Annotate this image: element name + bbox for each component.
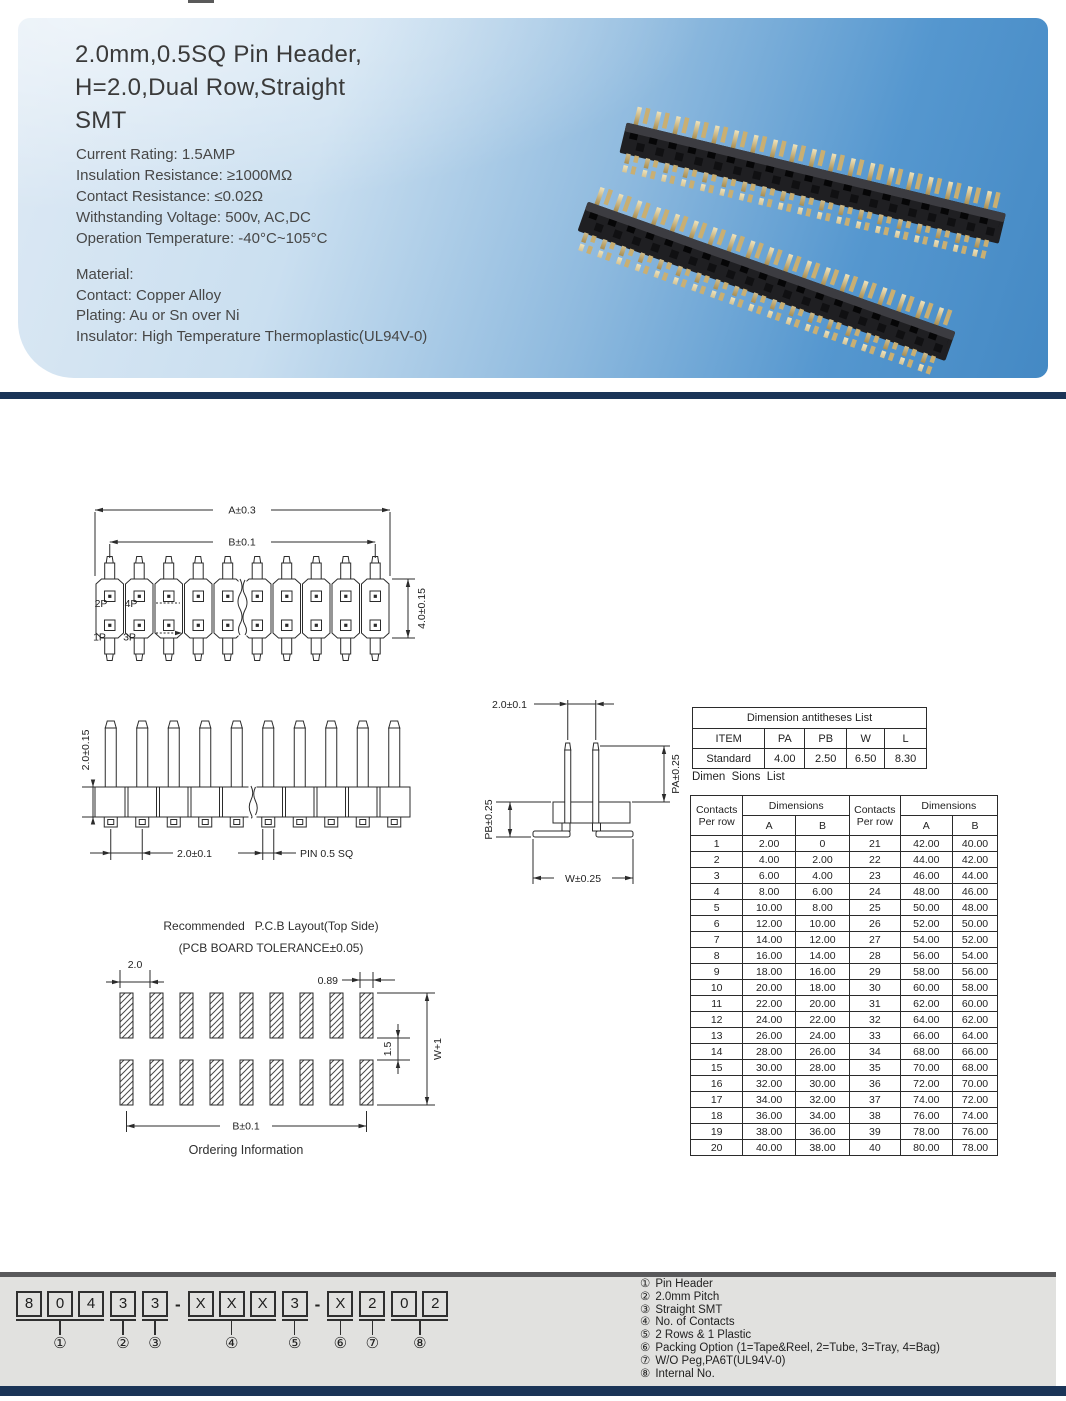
legend-item: [640, 1304, 940, 1317]
pcb-tolerance-title: (PCB BOARD TOLERANCE±0.05): [178, 941, 364, 955]
dims-table-cell: 46.00: [900, 868, 952, 884]
callout-number-icon: ③: [148, 1335, 162, 1352]
dims-table-cell: 12: [691, 1012, 743, 1028]
dims-table-cell: 21: [850, 836, 900, 852]
part-number-group: [188, 1291, 276, 1352]
legend-item: [640, 1329, 940, 1342]
dims-table-cell: 56.00: [953, 964, 998, 980]
material-contact: Contact: Copper Alloy: [76, 286, 222, 304]
dims-table-cell: 6: [691, 916, 743, 932]
pin3-label: 3P: [123, 631, 136, 644]
dims-table-cell: 52.00: [900, 916, 952, 932]
dims-table-cell: 10.00: [743, 900, 795, 916]
pin-size-label: PIN 0.5 SQ: [300, 848, 354, 860]
dims-table-cell: 22.00: [743, 996, 795, 1012]
part-number-boxes: [110, 1291, 136, 1321]
dims-table-row: [691, 980, 998, 996]
value-l: 8.30: [885, 749, 927, 769]
part-number-separator: -: [175, 1295, 181, 1314]
dims-table-cell: 22.00: [795, 1012, 849, 1028]
dims-table-cell: 32: [850, 1012, 900, 1028]
dims-table-cell: 31: [850, 996, 900, 1012]
part-number-box: 2: [422, 1291, 448, 1317]
pcb-layout-drawing: [100, 956, 450, 1141]
dims-table-cell: 1: [691, 836, 743, 852]
title-line2: H=2.0,Dual Row,Straight: [75, 74, 346, 101]
dims-table-cell: 48.00: [900, 884, 952, 900]
legend-item: [640, 1291, 940, 1304]
dim-a-label: A±0.3: [228, 504, 256, 517]
dims-table-cell: 70.00: [900, 1060, 952, 1076]
legend-text: Internal No.: [655, 1367, 715, 1380]
dim-top-pitch-label: 2.0±0.1: [492, 699, 527, 711]
dims-table-cell: 50.00: [900, 900, 952, 916]
ordering-information-label: Ordering Information: [188, 1143, 304, 1157]
dims-table-cell: 12.00: [743, 916, 795, 932]
pcb-padwidth-label: 0.89: [317, 975, 338, 987]
dims-table-cell: 34: [850, 1044, 900, 1060]
col-item: ITEM: [693, 729, 765, 749]
part-number-box: X: [327, 1291, 353, 1317]
part-number-boxes: [327, 1291, 353, 1321]
dims-table-cell: 38: [850, 1108, 900, 1124]
legend-text: 2 Rows & 1 Plastic: [655, 1329, 752, 1342]
dims-table-cell: 54.00: [900, 932, 952, 948]
callout-leader-line: [294, 1321, 296, 1335]
spec-insulation-resistance: Insulation Resistance: ≥1000MΩ: [76, 167, 293, 184]
dims-table-cell: 16.00: [795, 964, 849, 980]
spec-operation-temperature: Operation Temperature: -40°C~105°C: [76, 230, 328, 247]
part-number-box: 3: [282, 1291, 308, 1317]
dims-table-cell: 34.00: [795, 1108, 849, 1124]
dims-table-row: [691, 964, 998, 980]
part-number-boxes: [188, 1291, 276, 1321]
legend-text: Pin Header: [655, 1278, 713, 1290]
dims-table-cell: 62.00: [900, 996, 952, 1012]
dims-table-cell: 5: [691, 900, 743, 916]
dims-table-cell: 4: [691, 884, 743, 900]
dimension-antitheses-table: [692, 707, 927, 769]
dims-table-cell: 44.00: [900, 852, 952, 868]
legend-item: [640, 1368, 940, 1381]
dims-table-cell: 2.00: [743, 836, 795, 852]
dim-w-label: W±0.25: [564, 873, 602, 885]
dims-table-cell: 10: [691, 980, 743, 996]
dims-table-cell: 24.00: [795, 1028, 849, 1044]
callout-number-icon: ⑦: [365, 1335, 380, 1352]
title-line1: 2.0mm,0.5SQ Pin Header,: [75, 41, 363, 68]
dims-table-cell: 20.00: [795, 996, 849, 1012]
dims-table-cell: 18.00: [795, 980, 849, 996]
legend-number-icon: ⑦: [640, 1354, 651, 1367]
dims-table-cell: 13: [691, 1028, 743, 1044]
dims-table-cell: 6.00: [795, 884, 849, 900]
part-number-group: [359, 1291, 385, 1352]
dims-table-cell: 74.00: [900, 1092, 952, 1108]
dims-table-cell: 14: [691, 1044, 743, 1060]
dims-table-cell: 42.00: [900, 836, 952, 852]
dimensions-table: [690, 795, 998, 1156]
dims-table-cell: 36.00: [743, 1108, 795, 1124]
dim-h-label: 4.0±0.15: [416, 588, 428, 629]
callout-leader-line: [231, 1321, 233, 1335]
callout-leader-line: [372, 1321, 374, 1335]
dims-table-cell: 68.00: [900, 1044, 952, 1060]
col-l: L: [885, 729, 927, 749]
dims-table-row: [691, 1108, 998, 1124]
contacts-line1: Contacts: [854, 803, 896, 816]
part-number-group: [142, 1291, 168, 1352]
page-title: [75, 38, 362, 137]
dimensions-table-body: [691, 836, 998, 1156]
dims-table-cell: 68.00: [953, 1060, 998, 1076]
contacts-line2: Per row: [856, 815, 893, 828]
col-w: W: [847, 729, 885, 749]
callout-leader-line: [122, 1321, 124, 1335]
material-title: Material:: [76, 266, 134, 283]
dims-table-cell: 14.00: [743, 932, 795, 948]
top-view-drawing: [85, 496, 445, 671]
dims-table-cell: 9: [691, 964, 743, 980]
pcb-w1-label: W+1: [432, 1038, 444, 1060]
dims-table-cell: 36: [850, 1076, 900, 1092]
dims-table-cell: 6.00: [743, 868, 795, 884]
dims-table-row: [691, 948, 998, 964]
legend-number-icon: ⑤: [640, 1329, 651, 1342]
part-number-separator: -: [314, 1295, 321, 1314]
dims-table-cell: 76.00: [900, 1108, 952, 1124]
part-number-row: [13, 1291, 451, 1352]
material-list: [76, 265, 427, 347]
dims-table-cell: 14.00: [795, 948, 849, 964]
dim-b-label: B±0.1: [228, 536, 256, 549]
value-pa: 4.00: [765, 749, 805, 769]
dims-table-cell: 62.00: [953, 1012, 998, 1028]
dims-table-cell: 26.00: [795, 1044, 849, 1060]
dims-table-cell: 11: [691, 996, 743, 1012]
dims-table-cell: 19: [691, 1124, 743, 1140]
dim-height-label: 2.0±0.15: [80, 729, 92, 771]
dims-table-row: [691, 1044, 998, 1060]
legend-number-icon: ①: [640, 1278, 651, 1290]
part-number-box: 0: [47, 1291, 73, 1317]
dims-table-cell: 4.00: [743, 852, 795, 868]
part-number-group: [282, 1291, 308, 1352]
dims-table-cell: 8.00: [795, 900, 849, 916]
dims-table-cell: 54.00: [953, 948, 998, 964]
pcb-rowgap-label: 1.5: [382, 1041, 394, 1057]
dims-table-cell: 29: [850, 964, 900, 980]
part-number-box: 8: [16, 1291, 42, 1317]
part-number-box: X: [188, 1291, 214, 1317]
contacts-line2: Per row: [698, 815, 735, 828]
dim-pa-label: PA±0.25: [670, 754, 682, 794]
legend-number-icon: ⑧: [640, 1367, 651, 1380]
dims-table-row: [691, 900, 998, 916]
callout-leader-line: [154, 1321, 156, 1335]
callout-number-icon: ⑧: [413, 1335, 427, 1352]
legend-text: W/O Peg,PA6T(UL94V-0): [655, 1354, 786, 1367]
dims-table-cell: 10.00: [795, 916, 849, 932]
dims-table-cell: 17: [691, 1092, 743, 1108]
dims-table-cell: 33: [850, 1028, 900, 1044]
dims-table-cell: 12.00: [795, 932, 849, 948]
dims-table-cell: 34.00: [743, 1092, 795, 1108]
part-number-boxes: [282, 1291, 308, 1321]
dims-table-cell: 26: [850, 916, 900, 932]
dims-table-cell: 22: [850, 852, 900, 868]
dims-table-cell: 40: [850, 1140, 900, 1156]
dims-table-cell: 2.00: [795, 852, 849, 868]
pcb-pitch-label: 2.0: [127, 959, 143, 971]
col-a-left: A: [743, 816, 795, 836]
part-number-boxes: [391, 1291, 448, 1321]
dims-table-cell: 24.00: [743, 1012, 795, 1028]
dims-table-cell: 24: [850, 884, 900, 900]
legend-text: No. of Contacts: [655, 1316, 735, 1329]
material-plating: Plating: Au or Sn over Ni: [76, 307, 240, 324]
dims-table-cell: 60.00: [953, 996, 998, 1012]
header-divider-bar: [0, 392, 1066, 399]
dims-table-cell: 35: [850, 1060, 900, 1076]
dims-table-cell: 72.00: [953, 1092, 998, 1108]
legend-item: [640, 1355, 940, 1368]
dims-table-cell: 16: [691, 1076, 743, 1092]
dims-table-cell: 58.00: [953, 980, 998, 996]
col-dimensions-left: Dimensions: [743, 796, 850, 816]
part-number-group: [391, 1291, 448, 1352]
dims-table-cell: 52.00: [953, 932, 998, 948]
end-view-drawing: [478, 682, 693, 897]
spec-contact-resistance: Contact Resistance: ≤0.02Ω: [76, 188, 264, 205]
col-pa: PA: [765, 729, 805, 749]
dims-table-cell: 70.00: [953, 1076, 998, 1092]
dims-table-row: [691, 1124, 998, 1140]
part-number-group: [16, 1291, 104, 1352]
antitheses-table-title: Dimension antitheses List: [693, 708, 927, 729]
product-photo: [555, 35, 1055, 375]
callout-number-icon: ②: [116, 1335, 130, 1352]
dims-table-cell: 16.00: [743, 948, 795, 964]
dims-table-cell: 38.00: [743, 1124, 795, 1140]
dims-table-cell: 30.00: [795, 1076, 849, 1092]
legend-text: Straight SMT: [655, 1303, 723, 1316]
dims-table-cell: 64.00: [953, 1028, 998, 1044]
col-dimensions-right: Dimensions: [900, 796, 997, 816]
col-pb: PB: [805, 729, 847, 749]
dims-table-cell: 3: [691, 868, 743, 884]
legend-text: 2.0mm Pitch: [655, 1290, 720, 1303]
dims-table-cell: 66.00: [953, 1044, 998, 1060]
dims-table-cell: 18.00: [743, 964, 795, 980]
col-contacts-right: [850, 796, 900, 836]
contacts-line1: Contacts: [695, 803, 738, 816]
legend-number-icon: ③: [640, 1303, 651, 1316]
part-number-boxes: [16, 1291, 104, 1321]
callout-number-icon: ⑤: [287, 1335, 302, 1352]
part-number-boxes: [359, 1291, 385, 1321]
dims-table-cell: 2: [691, 852, 743, 868]
part-number-box: X: [250, 1291, 276, 1317]
dims-table-cell: 8: [691, 948, 743, 964]
part-number-box: 3: [110, 1291, 136, 1317]
dims-table-row: [691, 1140, 998, 1156]
dims-table-cell: 76.00: [953, 1124, 998, 1140]
part-number-box: X: [219, 1291, 245, 1317]
spec-withstanding-voltage: Withstanding Voltage: 500v, AC,DC: [76, 209, 311, 226]
col-contacts-left: [691, 796, 743, 836]
dims-table-cell: 44.00: [953, 868, 998, 884]
value-w: 6.50: [847, 749, 885, 769]
dims-table-cell: 40.00: [743, 1140, 795, 1156]
dims-table-cell: 28.00: [743, 1044, 795, 1060]
dims-table-cell: 66.00: [900, 1028, 952, 1044]
item-standard: Standard: [693, 749, 765, 769]
dims-table-cell: 36.00: [795, 1124, 849, 1140]
spec-current-rating: Current Rating: 1.5AMP: [76, 146, 236, 163]
pin1-label: 1P: [93, 631, 106, 644]
callout-leader-line: [340, 1321, 342, 1335]
dims-table-row: [691, 996, 998, 1012]
dims-table-cell: 28.00: [795, 1060, 849, 1076]
part-number-box: 0: [391, 1291, 417, 1317]
legend-text: Packing Option (1=Tape&Reel, 2=Tube, 3=Tray, 4=Bag): [655, 1341, 940, 1354]
col-b-right: B: [953, 816, 998, 836]
dims-table-cell: 48.00: [953, 900, 998, 916]
dims-table-cell: 46.00: [953, 884, 998, 900]
dims-table-cell: 39: [850, 1124, 900, 1140]
part-number-group: [327, 1291, 353, 1352]
callout-leader-line: [59, 1321, 61, 1335]
dims-table-cell: 23: [850, 868, 900, 884]
dims-table-cell: 27: [850, 932, 900, 948]
part-number-group: [110, 1291, 136, 1352]
dims-table-cell: 30.00: [743, 1060, 795, 1076]
dims-table-cell: 7: [691, 932, 743, 948]
legend-item: [640, 1342, 940, 1355]
dims-table-cell: 32.00: [743, 1076, 795, 1092]
col-a-right: A: [900, 816, 952, 836]
dims-table-row: [691, 852, 998, 868]
dimensions-list-label: Dimen Sions List: [692, 771, 785, 783]
dims-table-cell: 60.00: [900, 980, 952, 996]
dims-table-cell: 25: [850, 900, 900, 916]
part-number-box: 2: [359, 1291, 385, 1317]
part-number-box: 4: [78, 1291, 104, 1317]
callout-number-icon: ⑥: [333, 1335, 348, 1352]
dims-table-row: [691, 836, 998, 852]
spec-list: [76, 144, 327, 249]
dim-pitch-label: 2.0±0.1: [177, 848, 212, 860]
legend-item: [640, 1278, 940, 1291]
dims-table-cell: 50.00: [953, 916, 998, 932]
callout-leader-line: [419, 1321, 421, 1335]
dims-table-cell: 30: [850, 980, 900, 996]
dims-table-row: [691, 1028, 998, 1044]
dims-table-cell: 37: [850, 1092, 900, 1108]
legend-item: [640, 1316, 940, 1329]
ordering-legend: [640, 1278, 940, 1380]
dims-table-row: [691, 1012, 998, 1028]
title-line3: SMT: [75, 107, 127, 134]
part-number-boxes: [142, 1291, 168, 1321]
dims-table-cell: 32.00: [795, 1092, 849, 1108]
material-insulator: Insulator: High Temperature Thermoplastic(UL94V-0): [76, 327, 428, 345]
dims-table-cell: 78.00: [900, 1124, 952, 1140]
dims-table-cell: 38.00: [795, 1140, 849, 1156]
value-pb: 2.50: [805, 749, 847, 769]
pin2-label: 2P: [94, 598, 108, 610]
side-view-drawing: [78, 695, 453, 870]
callout-number-icon: ①: [53, 1335, 67, 1352]
callout-number-icon: ④: [224, 1335, 239, 1352]
dims-table-cell: 28: [850, 948, 900, 964]
dims-table-cell: 40.00: [953, 836, 998, 852]
dims-table-cell: 74.00: [953, 1108, 998, 1124]
pin4-label: 4P: [124, 598, 138, 610]
legend-number-icon: ②: [640, 1290, 651, 1303]
pcb-b-label: B±0.1: [232, 1120, 260, 1133]
dims-table-cell: 64.00: [900, 1012, 952, 1028]
dims-table-cell: 78.00: [953, 1140, 998, 1156]
dims-table-cell: 56.00: [900, 948, 952, 964]
dims-table-cell: 72.00: [900, 1076, 952, 1092]
dims-table-cell: 20: [691, 1140, 743, 1156]
dims-table-row: [691, 884, 998, 900]
dims-table-row: [691, 1092, 998, 1108]
part-number-box: 3: [142, 1291, 168, 1317]
hero-panel: [18, 18, 1048, 378]
dims-table-row: [691, 916, 998, 932]
dims-table-row: [691, 932, 998, 948]
dims-table-cell: 42.00: [953, 852, 998, 868]
dims-table-cell: 80.00: [900, 1140, 952, 1156]
logo-remnant: [188, 0, 214, 3]
dims-table-row: [691, 868, 998, 884]
dim-pb-label: PB±0.25: [483, 799, 495, 840]
dims-table-row: [691, 1076, 998, 1092]
footer-bar: [0, 1386, 1066, 1396]
dims-table-row: [691, 1060, 998, 1076]
legend-number-icon: ④: [640, 1316, 651, 1329]
dims-table-cell: 4.00: [795, 868, 849, 884]
dims-table-cell: 26.00: [743, 1028, 795, 1044]
dims-table-cell: 58.00: [900, 964, 952, 980]
col-b-left: B: [795, 816, 849, 836]
dims-table-cell: 18: [691, 1108, 743, 1124]
dims-table-cell: 0: [795, 836, 849, 852]
dims-table-cell: 20.00: [743, 980, 795, 996]
legend-number-icon: ⑥: [640, 1341, 651, 1354]
dims-table-cell: 8.00: [743, 884, 795, 900]
dims-table-cell: 15: [691, 1060, 743, 1076]
pcb-layout-title: Recommended P.C.B Layout(Top Side): [163, 919, 379, 933]
